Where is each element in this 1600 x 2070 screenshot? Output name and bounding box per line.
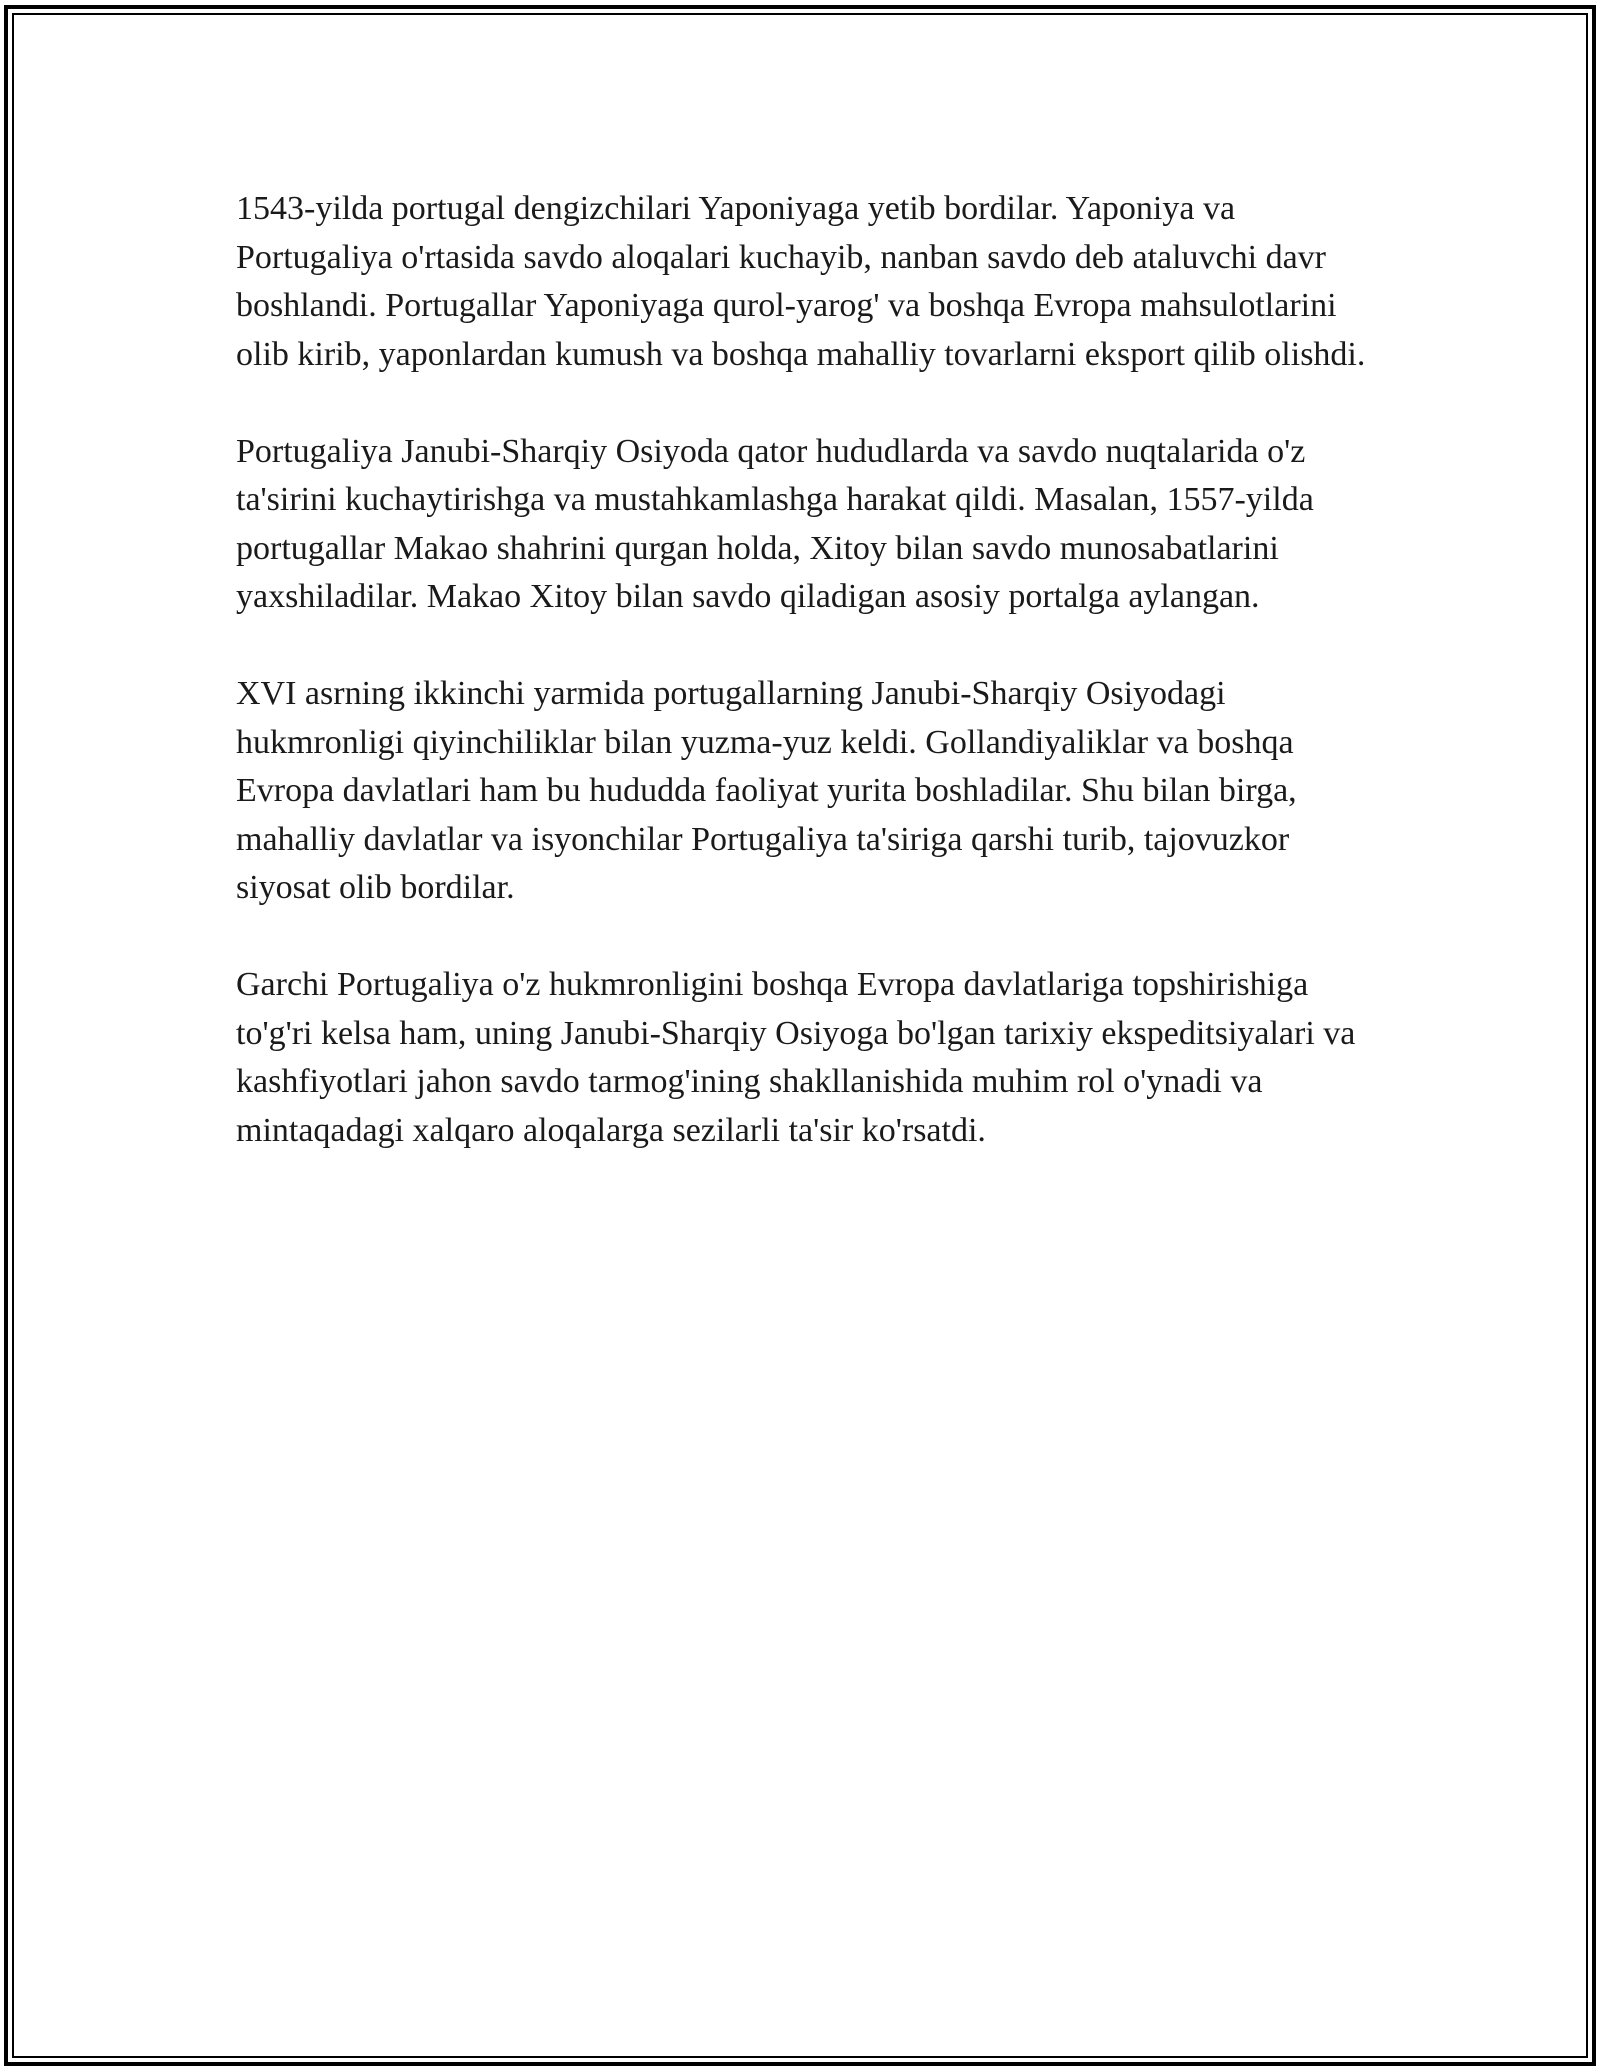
document-body	[236, 185, 1376, 1204]
paragraph-4: Garchi Portugaliya o'z hukmronligini boshqa Evropa davlatlariga topshirishiga to'g'ri kelsa ham, uning Janubi-Sharqiy Osiyoga bo'lgan tarixiy ekspeditsiyalari va kashfiyotlari jahon savdo tarmog'ining shakllanishida muhim rol o'ynadi va mintaqadagi xalqaro aloqalarga sezilarli ta'sir ko'rsatdi.	[236, 966, 1356, 1149]
paragraph-2: Portugaliya Janubi-Sharqiy Osiyoda qator hududlarda va savdo nuqtalarida o'z ta'sirini kuchaytirishga va mustahkamlashga harakat qildi. Masalan, 1557-yilda portugallar Makao shahrini qurgan holda, Xitoy bilan savdo munosabatlarini yaxshiladilar. Makao Xitoy bilan savdo qiladigan asosiy portalga aylangan.	[236, 432, 1314, 615]
paragraph-3: XVI asrning ikkinchi yarmida portugallarning Janubi-Sharqiy Osiyodagi hukmronligi qiyinchiliklar bilan yuzma-yuz keldi. Gollandiyaliklar va boshqa Evropa davlatlari ham bu hududda faoliyat yurita boshladilar. Shu bilan birga, mahalliy davlatlar va isyonchilar Portugaliya ta'siriga qarshi turib, tajovuzkor siyosat olib bordilar.	[236, 675, 1297, 906]
paragraph-1: 1543-yilda portugal dengizchilari Yaponiyaga yetib bordilar. Yaponiya va Portugaliya o'rtasida savdo aloqalari kuchayib, nanban savdo deb ataluvchi davr boshlandi. Portugallar Yaponiyaga qurol-yarog' va boshqa Evropa mahsulotlarini olib kirib, yaponlardan kumush va boshqa mahalliy tovarlarni eksport qilib olishdi.	[236, 190, 1366, 373]
